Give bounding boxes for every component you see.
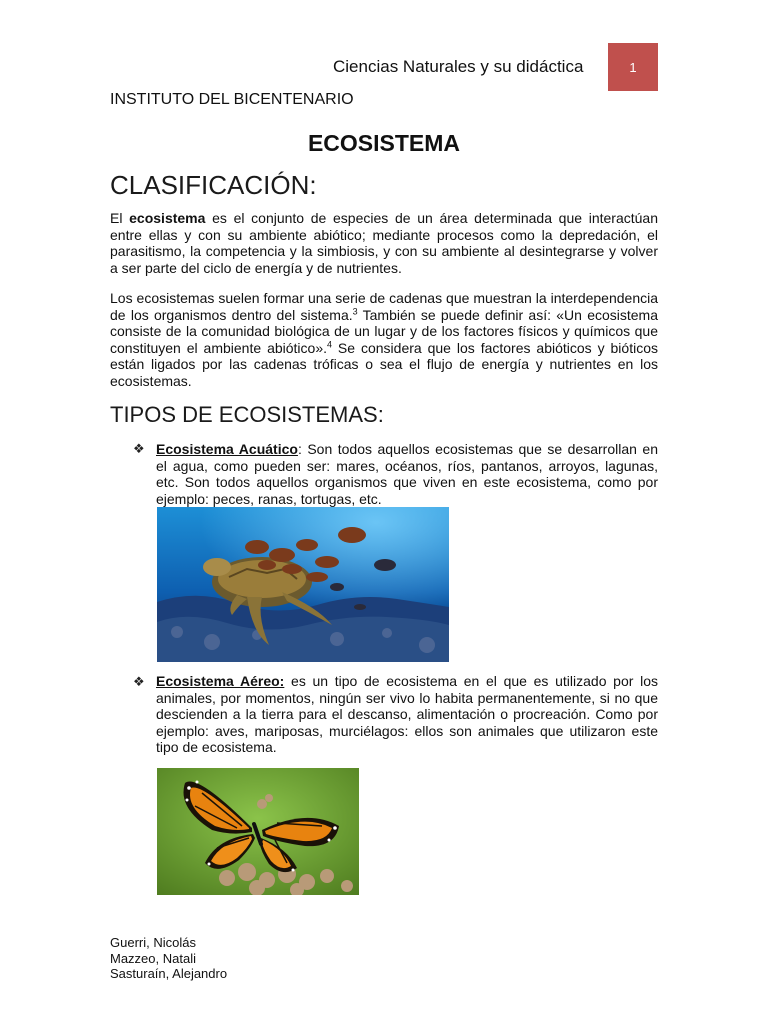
sea-turtle-illustration (157, 507, 449, 662)
author: Guerri, Nicolás (110, 935, 196, 950)
text-span: También se puede definir así: «Un ecosistema consiste de la comunidad biológica de un lugar y de los factores físicos y químicos que constituyen el ambiente abiótico». (110, 306, 658, 356)
list-item-aereo (156, 673, 658, 756)
institute-name: INSTITUTO DEL BICENTENARIO (110, 91, 354, 108)
document-title: ECOSISTEMA (307, 130, 461, 156)
footnote-ref[interactable]: 3 (352, 305, 358, 316)
text-span: : (297, 441, 308, 457)
text-span: es el conjunto de especies de un área determinada que interactúan entre ellas y con su ambiente abiótico; mediante procesos como la depredación, el parasitismo, la competencia y la simbiosis, y con su ambiente al desintegrarse y volver a ser parte del ciclo de energía y de nutrientes. (110, 210, 658, 276)
butterfly-image (157, 768, 359, 895)
paragraph-cadenas (110, 290, 658, 389)
footnote-ref[interactable]: 4 (327, 338, 333, 349)
author: Mazzeo, Natali (110, 950, 196, 966)
term-aereo: Ecosistema Aéreo: (156, 673, 285, 689)
paragraph-definition (110, 210, 658, 276)
page-number-badge (608, 43, 658, 91)
bullet-diamond-icon: ❖ (133, 441, 145, 456)
text-span: Se considera que los factores abióticos y bióticos están ligados por las cadenas tróficas o sea el flujo de energía y nutrientes en los ecosistemas. (110, 339, 658, 389)
section-heading-tipos: TIPOS DE ECOSISTEMAS: (110, 402, 384, 427)
monarch-butterfly-illustration (157, 768, 359, 895)
term-acuatico: Ecosistema Acuático (156, 441, 298, 457)
text-span: Son todos aquellos ecosistemas que se desarrollan en el agua, como pueden ser: mares, océanos, ríos, pantanos, arroyos, lagunas, etc. Son todos aquellos organismos que viven en este ecosistema, como por ejemplo: peces, ranas, tortugas, etc. (156, 441, 658, 507)
authors-list (110, 935, 227, 982)
section-heading-clasificacion: CLASIFICACIÓN: (110, 170, 317, 200)
text-span: Los ecosistemas suelen formar una serie de cadenas que muestran la interdependencia de los organismos dentro del sistema. (110, 290, 658, 323)
text-span: es un tipo de ecosistema en el que es utilizado por los animales, por momentos, ningún ser vivo lo habita permanentemente, si no que descienden a la tierra para el descanso, alimentación o procreación. Como por ejemplo: aves, mariposas, murciélagos: ellos son animales que utilizaron este tipo de ecosistema. (156, 673, 658, 755)
term-ecosistema: ecosistema (129, 210, 206, 226)
sea-turtle-image (157, 507, 449, 662)
author: Sasturaín, Alejandro (110, 966, 228, 981)
list-item-acuatico (156, 441, 658, 507)
bullet-diamond-icon: ❖ (133, 674, 145, 689)
page-number: 1 (629, 59, 637, 75)
header-title: Ciencias Naturales y su didáctica (333, 57, 584, 76)
text-span: El (110, 210, 130, 226)
